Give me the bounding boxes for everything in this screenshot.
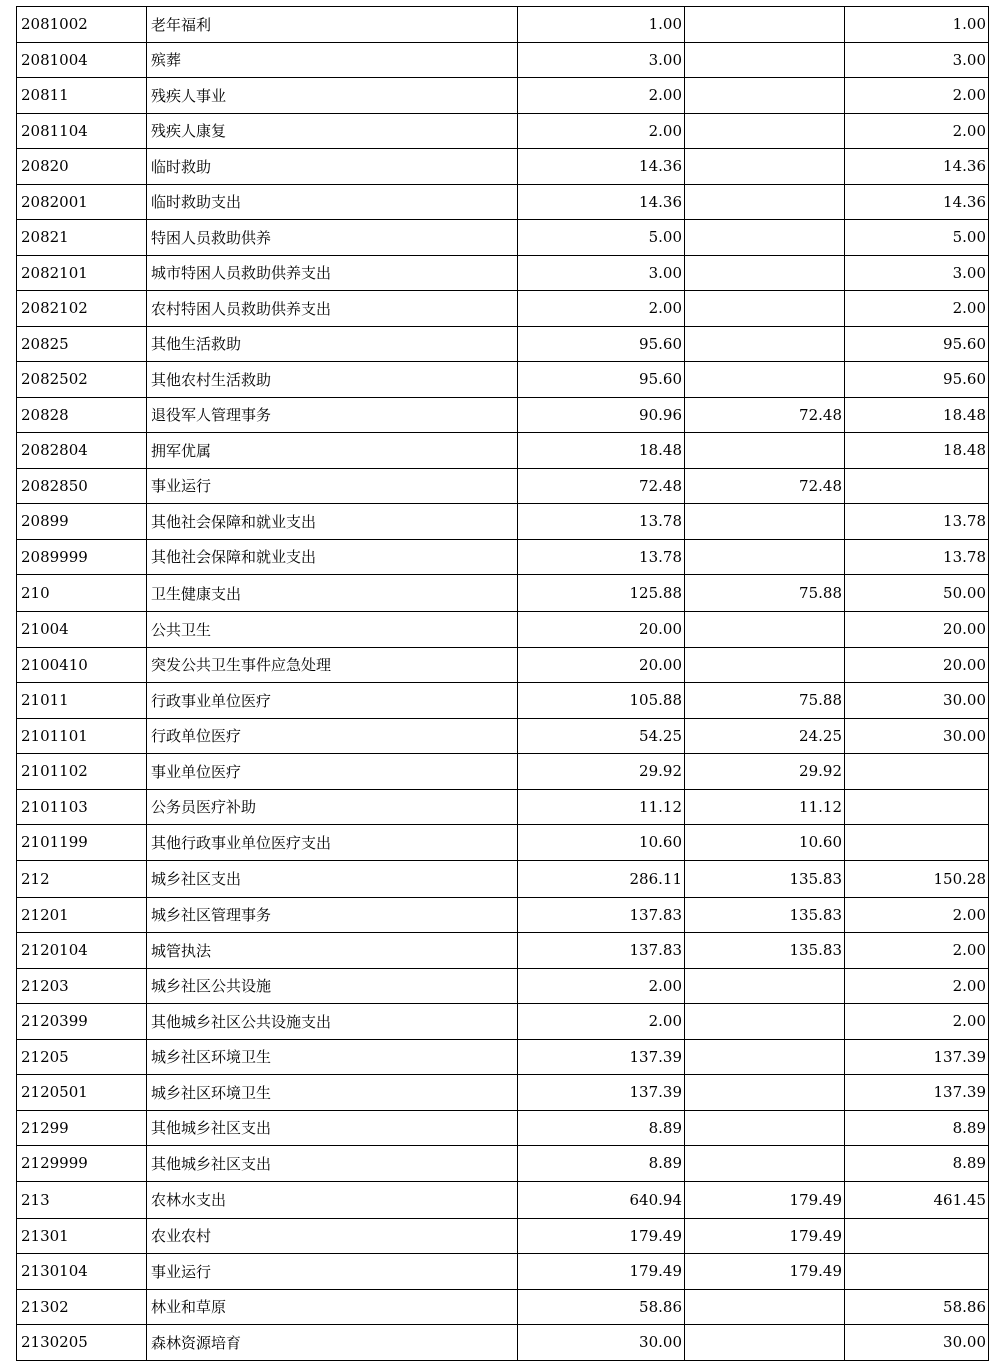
- basic-expenditure-cell: [685, 42, 845, 78]
- table-row: [17, 184, 989, 220]
- total-amount-cell: 20.00: [518, 647, 685, 683]
- subject-code-cell: 2101199: [17, 825, 147, 861]
- subject-code-cell: 21205: [17, 1039, 147, 1075]
- project-expenditure-cell: 2.00: [845, 968, 989, 1004]
- subject-name-cell: 其他农村生活救助: [147, 362, 518, 398]
- subject-code-cell: 2082001: [17, 184, 147, 220]
- table-row: [17, 575, 989, 612]
- total-amount-cell: 2.00: [518, 113, 685, 149]
- project-expenditure-cell: 3.00: [845, 42, 989, 78]
- basic-expenditure-cell: [685, 1039, 845, 1075]
- subject-code-cell: 20811: [17, 78, 147, 114]
- subject-code-cell: 2101103: [17, 789, 147, 825]
- subject-code-cell: 2120399: [17, 1004, 147, 1040]
- subject-code-cell: 20821: [17, 220, 147, 256]
- project-expenditure-cell: 5.00: [845, 220, 989, 256]
- subject-code-cell: 21203: [17, 968, 147, 1004]
- subject-name-cell: 突发公共卫生事件应急处理: [147, 647, 518, 683]
- basic-expenditure-cell: 10.60: [685, 825, 845, 861]
- table-row: [17, 468, 989, 504]
- table-row: [17, 683, 989, 719]
- total-amount-cell: 54.25: [518, 718, 685, 754]
- subject-name-cell: 森林资源培育: [147, 1325, 518, 1361]
- total-amount-cell: 90.96: [518, 397, 685, 433]
- subject-name-cell: 城市特困人员救助供养支出: [147, 255, 518, 291]
- subject-name-cell: 其他城乡社区支出: [147, 1146, 518, 1182]
- subject-name-cell: 退役军人管理事务: [147, 397, 518, 433]
- total-amount-cell: 3.00: [518, 42, 685, 78]
- subject-name-cell: 林业和草原: [147, 1289, 518, 1325]
- project-expenditure-cell: 461.45: [845, 1181, 989, 1218]
- total-amount-cell: 95.60: [518, 362, 685, 398]
- subject-code-cell: 2082502: [17, 362, 147, 398]
- project-expenditure-cell: [845, 754, 989, 790]
- project-expenditure-cell: [845, 825, 989, 861]
- subject-code-cell: 2089999: [17, 539, 147, 575]
- table-row: [17, 897, 989, 933]
- project-expenditure-cell: 2.00: [845, 291, 989, 327]
- project-expenditure-cell: 8.89: [845, 1146, 989, 1182]
- basic-expenditure-cell: [685, 1289, 845, 1325]
- subject-code-cell: 2101101: [17, 718, 147, 754]
- table-row: [17, 1039, 989, 1075]
- basic-expenditure-cell: 11.12: [685, 789, 845, 825]
- subject-code-cell: 2081002: [17, 7, 147, 43]
- total-amount-cell: 286.11: [518, 860, 685, 897]
- subject-code-cell: 2130104: [17, 1254, 147, 1290]
- project-expenditure-cell: 30.00: [845, 1325, 989, 1361]
- project-expenditure-cell: 13.78: [845, 504, 989, 540]
- subject-name-cell: 残疾人康复: [147, 113, 518, 149]
- subject-name-cell: 公务员医疗补助: [147, 789, 518, 825]
- subject-code-cell: 21302: [17, 1289, 147, 1325]
- basic-expenditure-cell: [685, 255, 845, 291]
- table-row: [17, 825, 989, 861]
- basic-expenditure-cell: [685, 1146, 845, 1182]
- subject-name-cell: 临时救助: [147, 149, 518, 185]
- subject-code-cell: 20828: [17, 397, 147, 433]
- table-row: [17, 1218, 989, 1254]
- subject-code-cell: 21201: [17, 897, 147, 933]
- subject-name-cell: 事业运行: [147, 1254, 518, 1290]
- project-expenditure-cell: 1.00: [845, 7, 989, 43]
- subject-name-cell: 拥军优属: [147, 433, 518, 469]
- project-expenditure-cell: [845, 789, 989, 825]
- project-expenditure-cell: 50.00: [845, 575, 989, 612]
- subject-code-cell: 213: [17, 1181, 147, 1218]
- basic-expenditure-cell: [685, 539, 845, 575]
- subject-name-cell: 其他城乡社区支出: [147, 1110, 518, 1146]
- table-row: [17, 1110, 989, 1146]
- project-expenditure-cell: 13.78: [845, 539, 989, 575]
- total-amount-cell: 10.60: [518, 825, 685, 861]
- total-amount-cell: 2.00: [518, 1004, 685, 1040]
- basic-expenditure-cell: [685, 1075, 845, 1111]
- table-row: [17, 860, 989, 897]
- basic-expenditure-cell: 75.88: [685, 575, 845, 612]
- total-amount-cell: 137.83: [518, 897, 685, 933]
- project-expenditure-cell: 20.00: [845, 612, 989, 648]
- project-expenditure-cell: 30.00: [845, 718, 989, 754]
- basic-expenditure-cell: [685, 220, 845, 256]
- total-amount-cell: 58.86: [518, 1289, 685, 1325]
- subject-name-cell: 卫生健康支出: [147, 575, 518, 612]
- total-amount-cell: 13.78: [518, 539, 685, 575]
- subject-code-cell: 2120501: [17, 1075, 147, 1111]
- table-row: [17, 362, 989, 398]
- basic-expenditure-cell: 135.83: [685, 933, 845, 969]
- project-expenditure-cell: 3.00: [845, 255, 989, 291]
- basic-expenditure-cell: [685, 1004, 845, 1040]
- subject-name-cell: 城乡社区环境卫生: [147, 1075, 518, 1111]
- basic-expenditure-cell: 179.49: [685, 1181, 845, 1218]
- total-amount-cell: 30.00: [518, 1325, 685, 1361]
- table-row: [17, 1181, 989, 1218]
- basic-expenditure-cell: [685, 326, 845, 362]
- basic-expenditure-cell: 24.25: [685, 718, 845, 754]
- subject-name-cell: 城乡社区支出: [147, 860, 518, 897]
- subject-code-cell: 2120104: [17, 933, 147, 969]
- subject-name-cell: 特困人员救助供养: [147, 220, 518, 256]
- total-amount-cell: 137.83: [518, 933, 685, 969]
- subject-code-cell: 2082850: [17, 468, 147, 504]
- basic-expenditure-cell: 29.92: [685, 754, 845, 790]
- project-expenditure-cell: 2.00: [845, 933, 989, 969]
- project-expenditure-cell: 58.86: [845, 1289, 989, 1325]
- subject-name-cell: 城乡社区环境卫生: [147, 1039, 518, 1075]
- basic-expenditure-cell: [685, 968, 845, 1004]
- basic-expenditure-cell: [685, 149, 845, 185]
- total-amount-cell: 640.94: [518, 1181, 685, 1218]
- basic-expenditure-cell: [685, 612, 845, 648]
- table-row: [17, 433, 989, 469]
- subject-code-cell: 210: [17, 575, 147, 612]
- total-amount-cell: 29.92: [518, 754, 685, 790]
- total-amount-cell: 2.00: [518, 968, 685, 1004]
- subject-code-cell: 2081004: [17, 42, 147, 78]
- project-expenditure-cell: [845, 1218, 989, 1254]
- project-expenditure-cell: 137.39: [845, 1039, 989, 1075]
- basic-expenditure-cell: [685, 291, 845, 327]
- total-amount-cell: 179.49: [518, 1254, 685, 1290]
- total-amount-cell: 13.78: [518, 504, 685, 540]
- total-amount-cell: 95.60: [518, 326, 685, 362]
- project-expenditure-cell: 14.36: [845, 149, 989, 185]
- subject-code-cell: 21299: [17, 1110, 147, 1146]
- basic-expenditure-cell: [685, 647, 845, 683]
- subject-name-cell: 殡葬: [147, 42, 518, 78]
- table-row: [17, 149, 989, 185]
- subject-code-cell: 2082804: [17, 433, 147, 469]
- budget-expenditure-table: [16, 6, 989, 1361]
- table-row: [17, 612, 989, 648]
- subject-name-cell: 城管执法: [147, 933, 518, 969]
- basic-expenditure-cell: 179.49: [685, 1254, 845, 1290]
- basic-expenditure-cell: [685, 113, 845, 149]
- project-expenditure-cell: 14.36: [845, 184, 989, 220]
- table-row: [17, 291, 989, 327]
- table-row: [17, 1254, 989, 1290]
- table-row: [17, 1004, 989, 1040]
- subject-name-cell: 农村特困人员救助供养支出: [147, 291, 518, 327]
- basic-expenditure-cell: [685, 7, 845, 43]
- subject-name-cell: 其他行政事业单位医疗支出: [147, 825, 518, 861]
- basic-expenditure-cell: 135.83: [685, 860, 845, 897]
- total-amount-cell: 8.89: [518, 1146, 685, 1182]
- subject-name-cell: 行政单位医疗: [147, 718, 518, 754]
- project-expenditure-cell: 20.00: [845, 647, 989, 683]
- subject-code-cell: 2130205: [17, 1325, 147, 1361]
- subject-name-cell: 城乡社区管理事务: [147, 897, 518, 933]
- table-row: [17, 326, 989, 362]
- table-row: [17, 78, 989, 114]
- project-expenditure-cell: 2.00: [845, 897, 989, 933]
- subject-name-cell: 临时救助支出: [147, 184, 518, 220]
- subject-name-cell: 其他社会保障和就业支出: [147, 539, 518, 575]
- total-amount-cell: 14.36: [518, 184, 685, 220]
- subject-name-cell: 事业单位医疗: [147, 754, 518, 790]
- table-row: [17, 504, 989, 540]
- table-row: [17, 1325, 989, 1361]
- table-row: [17, 42, 989, 78]
- total-amount-cell: 14.36: [518, 149, 685, 185]
- table-row: [17, 1146, 989, 1182]
- total-amount-cell: 2.00: [518, 291, 685, 327]
- table-row: [17, 754, 989, 790]
- subject-code-cell: 2129999: [17, 1146, 147, 1182]
- table-row: [17, 255, 989, 291]
- subject-code-cell: 2081104: [17, 113, 147, 149]
- total-amount-cell: 137.39: [518, 1039, 685, 1075]
- subject-name-cell: 农业农村: [147, 1218, 518, 1254]
- table-row: [17, 7, 989, 43]
- basic-expenditure-cell: [685, 362, 845, 398]
- project-expenditure-cell: 18.48: [845, 433, 989, 469]
- table-row: [17, 933, 989, 969]
- project-expenditure-cell: [845, 468, 989, 504]
- total-amount-cell: 3.00: [518, 255, 685, 291]
- table-row: [17, 220, 989, 256]
- subject-code-cell: 2082102: [17, 291, 147, 327]
- total-amount-cell: 5.00: [518, 220, 685, 256]
- project-expenditure-cell: 8.89: [845, 1110, 989, 1146]
- subject-code-cell: 20820: [17, 149, 147, 185]
- total-amount-cell: 2.00: [518, 78, 685, 114]
- subject-name-cell: 其他社会保障和就业支出: [147, 504, 518, 540]
- subject-name-cell: 老年福利: [147, 7, 518, 43]
- subject-code-cell: 2101102: [17, 754, 147, 790]
- table-row: [17, 789, 989, 825]
- basic-expenditure-cell: [685, 184, 845, 220]
- basic-expenditure-cell: 72.48: [685, 468, 845, 504]
- basic-expenditure-cell: [685, 1110, 845, 1146]
- basic-expenditure-cell: [685, 504, 845, 540]
- basic-expenditure-cell: [685, 1325, 845, 1361]
- subject-code-cell: 21301: [17, 1218, 147, 1254]
- subject-code-cell: 20899: [17, 504, 147, 540]
- subject-code-cell: 21004: [17, 612, 147, 648]
- table-row: [17, 647, 989, 683]
- subject-code-cell: 21011: [17, 683, 147, 719]
- project-expenditure-cell: 2.00: [845, 1004, 989, 1040]
- project-expenditure-cell: 95.60: [845, 362, 989, 398]
- total-amount-cell: 137.39: [518, 1075, 685, 1111]
- project-expenditure-cell: 137.39: [845, 1075, 989, 1111]
- table-row: [17, 113, 989, 149]
- subject-name-cell: 事业运行: [147, 468, 518, 504]
- basic-expenditure-cell: 179.49: [685, 1218, 845, 1254]
- basic-expenditure-cell: [685, 433, 845, 469]
- total-amount-cell: 72.48: [518, 468, 685, 504]
- basic-expenditure-cell: 72.48: [685, 397, 845, 433]
- table-row: [17, 539, 989, 575]
- basic-expenditure-cell: 135.83: [685, 897, 845, 933]
- table-row: [17, 397, 989, 433]
- total-amount-cell: 125.88: [518, 575, 685, 612]
- total-amount-cell: 11.12: [518, 789, 685, 825]
- project-expenditure-cell: 30.00: [845, 683, 989, 719]
- subject-name-cell: 行政事业单位医疗: [147, 683, 518, 719]
- subject-code-cell: 2082101: [17, 255, 147, 291]
- table-row: [17, 718, 989, 754]
- table-row: [17, 1289, 989, 1325]
- subject-code-cell: 2100410: [17, 647, 147, 683]
- total-amount-cell: 18.48: [518, 433, 685, 469]
- total-amount-cell: 105.88: [518, 683, 685, 719]
- project-expenditure-cell: 2.00: [845, 78, 989, 114]
- table-row: [17, 1075, 989, 1111]
- subject-name-cell: 其他城乡社区公共设施支出: [147, 1004, 518, 1040]
- project-expenditure-cell: 2.00: [845, 113, 989, 149]
- table-body: [17, 7, 989, 1361]
- project-expenditure-cell: 95.60: [845, 326, 989, 362]
- subject-name-cell: 城乡社区公共设施: [147, 968, 518, 1004]
- basic-expenditure-cell: [685, 78, 845, 114]
- total-amount-cell: 8.89: [518, 1110, 685, 1146]
- subject-name-cell: 其他生活救助: [147, 326, 518, 362]
- subject-code-cell: 212: [17, 860, 147, 897]
- total-amount-cell: 179.49: [518, 1218, 685, 1254]
- subject-name-cell: 农林水支出: [147, 1181, 518, 1218]
- project-expenditure-cell: 18.48: [845, 397, 989, 433]
- total-amount-cell: 20.00: [518, 612, 685, 648]
- subject-name-cell: 公共卫生: [147, 612, 518, 648]
- subject-code-cell: 20825: [17, 326, 147, 362]
- basic-expenditure-cell: 75.88: [685, 683, 845, 719]
- total-amount-cell: 1.00: [518, 7, 685, 43]
- subject-name-cell: 残疾人事业: [147, 78, 518, 114]
- project-expenditure-cell: 150.28: [845, 860, 989, 897]
- table-row: [17, 968, 989, 1004]
- project-expenditure-cell: [845, 1254, 989, 1290]
